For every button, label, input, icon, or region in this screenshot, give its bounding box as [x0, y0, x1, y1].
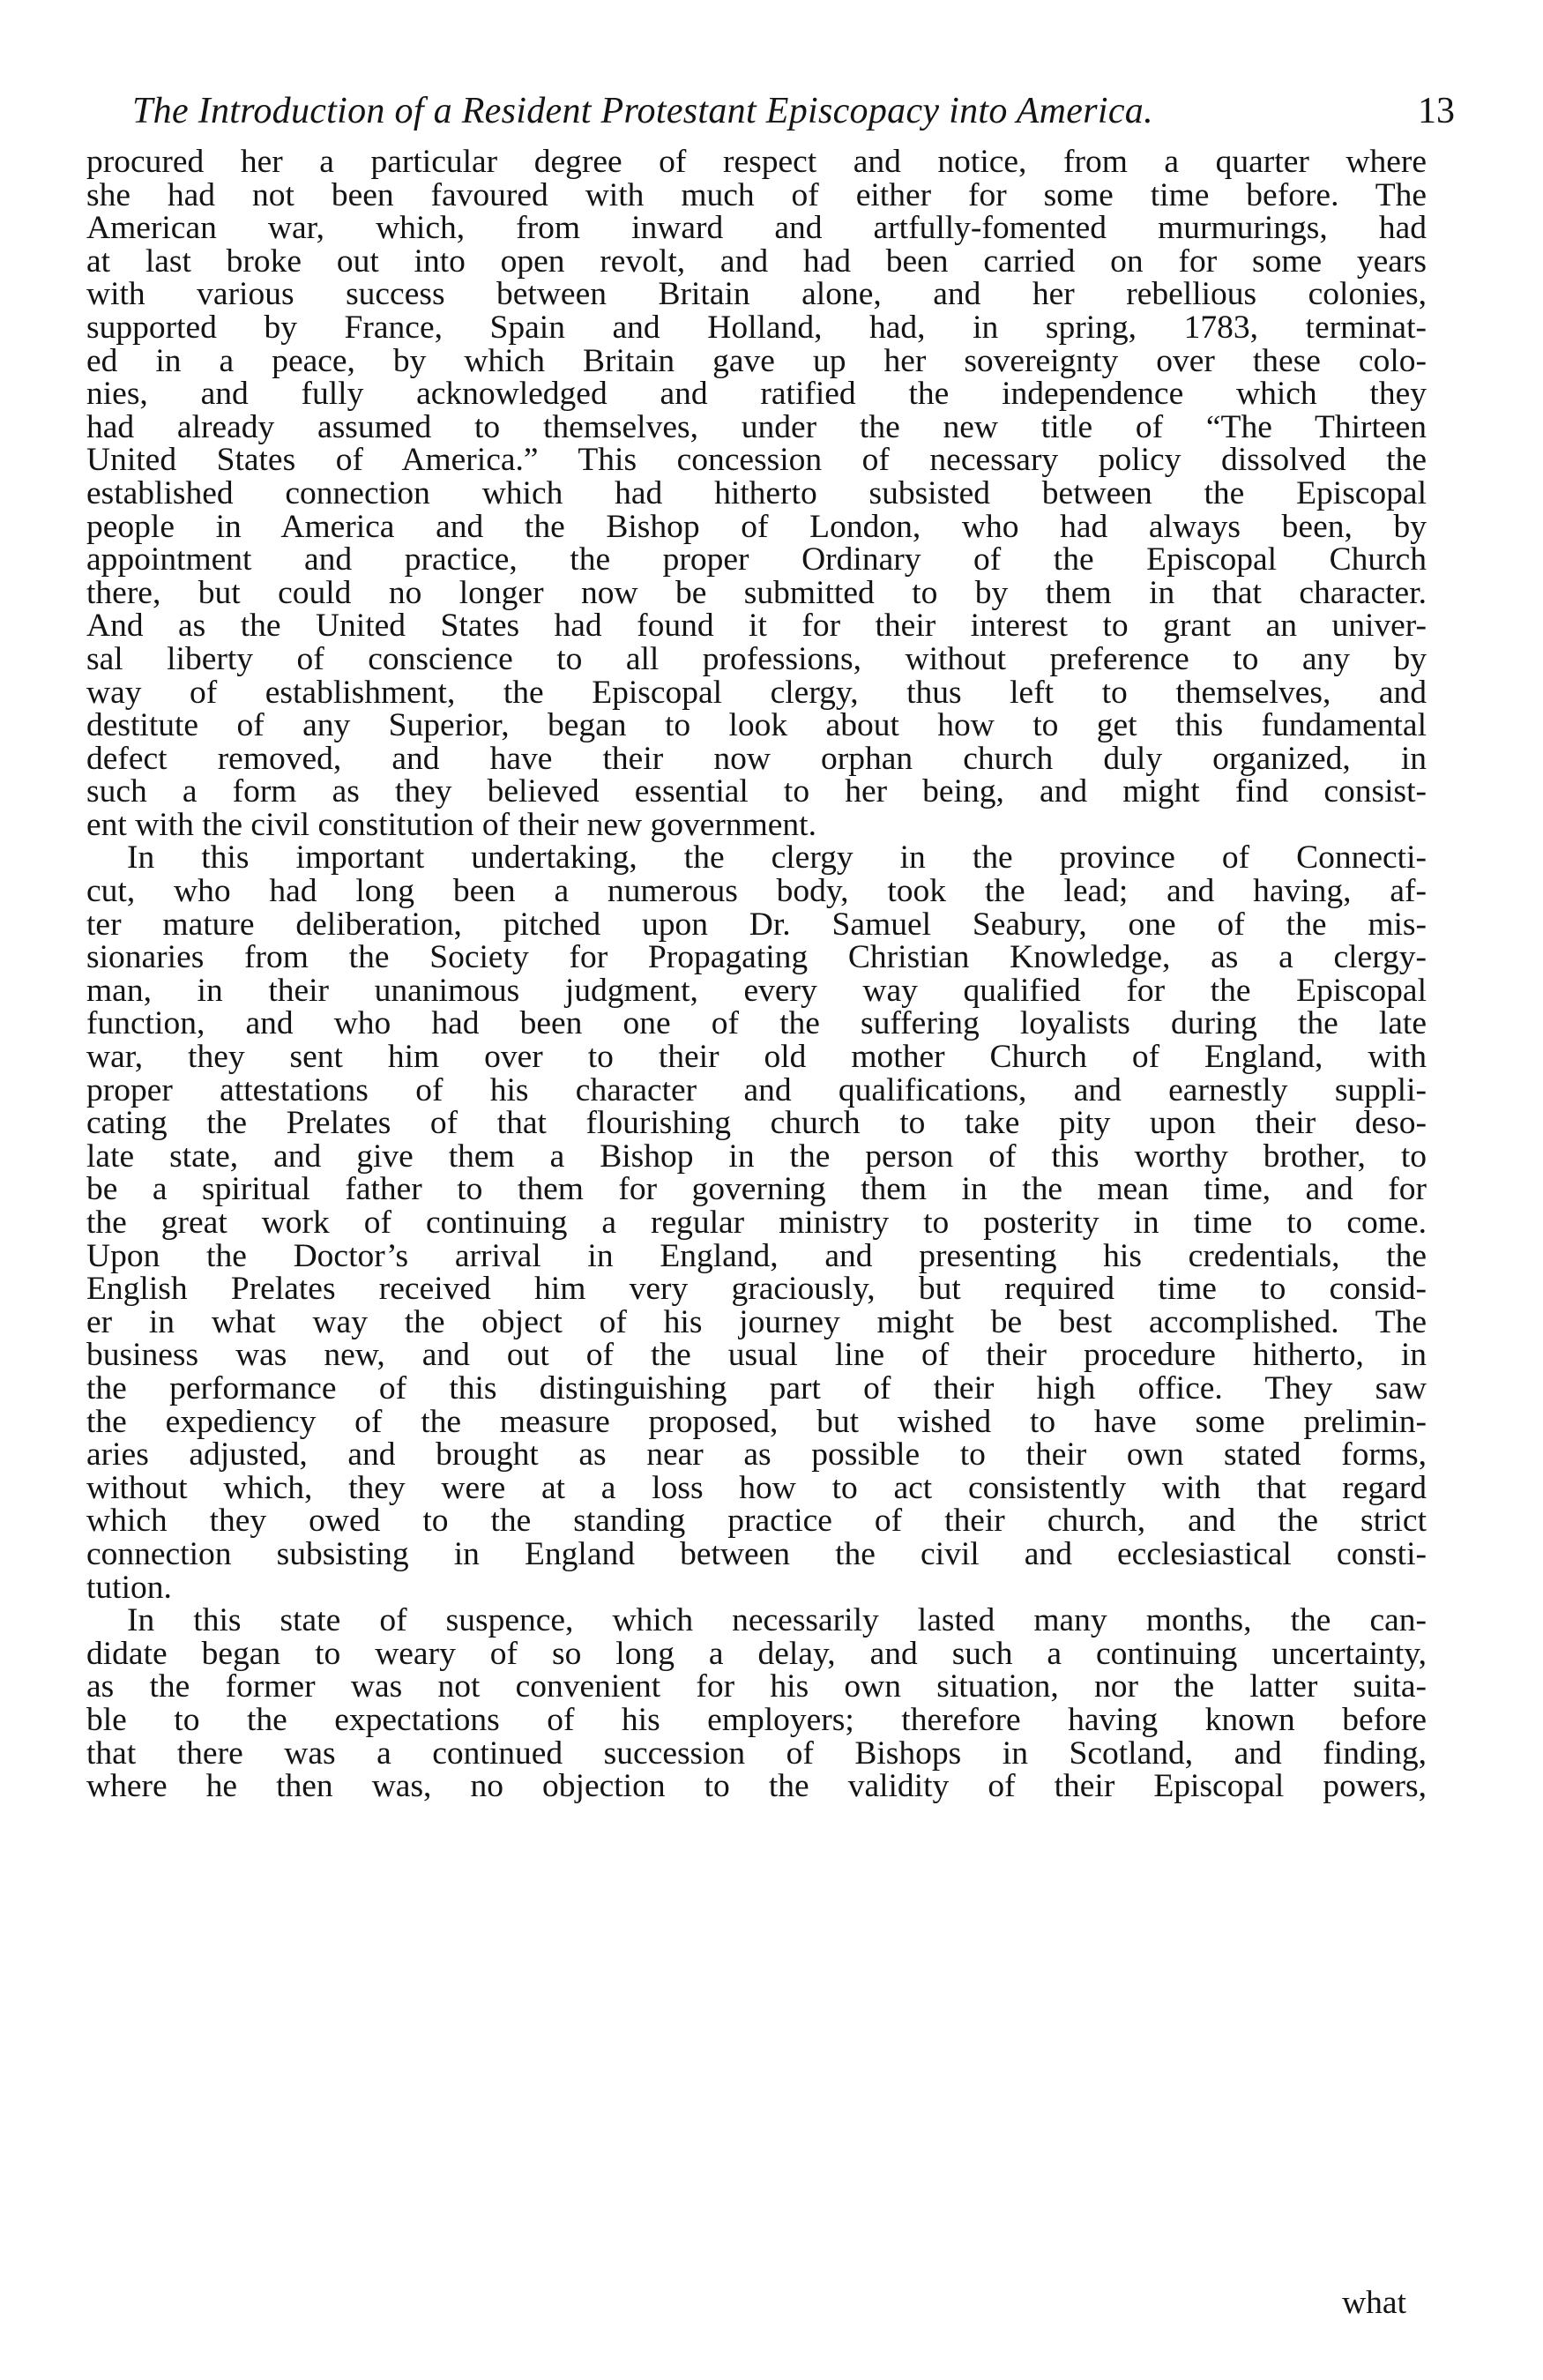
text-line: she had not been favoured with much of either for some time before. The — [86, 176, 1427, 213]
text-line: connection subsisting in England between the civil and ecclesiastical consti- — [86, 1535, 1427, 1572]
text-line: be a spiritual father to them for governing them in the mean time, and for — [86, 1171, 1427, 1208]
text-line: supported by France, Spain and Holland, had, in spring, 1783, terminat- — [86, 309, 1427, 346]
text-line: the expediency of the measure proposed, but wished to have some prelimin- — [86, 1403, 1427, 1440]
text-line: as the former was not convenient for his own situation, nor the latter suita- — [86, 1668, 1427, 1705]
text-line: er in what way the object of his journey might be best accomplished. The — [86, 1303, 1427, 1340]
text-line: man, in their unanimous judgment, every way qualified for the Episcopal — [86, 972, 1427, 1009]
text-line: function, and who had been one of the suffering loyalists during the late — [86, 1005, 1427, 1042]
text-line: cating the Prelates of that flourishing church to take pity upon their deso- — [86, 1105, 1427, 1142]
paragraph-first-line: In this important undertaking, the clergy in the province of Connecti- — [127, 839, 1427, 877]
text-line: cut, who had long been a numerous body, took the lead; and having, af- — [86, 873, 1427, 910]
running-head — [132, 90, 1455, 143]
text-line: United States of America.” This concession of necessary policy dissolved the — [86, 442, 1427, 479]
catchword: what — [1342, 2285, 1406, 2321]
text-line: proper attestations of his character and qualifications, and earnestly suppli- — [86, 1071, 1427, 1108]
text-line: defect removed, and have their now orphan church duly organized, in — [86, 740, 1427, 777]
paragraph-last-line: tution. — [86, 1569, 172, 1606]
page-number: 13 — [1418, 91, 1455, 131]
text-line: way of establishment, the Episcopal clergy, thus left to themselves, and — [86, 674, 1427, 711]
text-line: had already assumed to themselves, under the new title of “The Thirteen — [86, 408, 1427, 445]
text-line: the performance of this distinguishing part of their high office. They saw — [86, 1369, 1427, 1406]
text-line: ble to the expectations of his employers; therefore having known before — [86, 1701, 1427, 1738]
text-line: appointment and practice, the proper Ordinary of the Episcopal Church — [86, 541, 1427, 578]
text-line: established connection which had hitherto subsisted between the Episcopal — [86, 474, 1427, 511]
text-line: late state, and give them a Bishop in the person of this worthy brother, to — [86, 1138, 1427, 1175]
text-line: with various success between Britain alone, and her rebellious colonies, — [86, 276, 1427, 313]
text-line: such a form as they believed essential to her being, and might find consist- — [86, 773, 1427, 810]
paragraph-first-line: In this state of suspence, which necessarily lasted many months, the can- — [127, 1602, 1427, 1639]
paragraph-last-line: ent with the civil constitution of their new government. — [86, 806, 816, 843]
text-line: destitute of any Superior, began to look about how to get this fundamental — [86, 707, 1427, 744]
text-line: didate began to weary of so long a delay, and such a continuing uncertainty, — [86, 1635, 1427, 1672]
text-line: procured her a particular degree of respect and notice, from a quarter where — [86, 144, 1427, 180]
text-line: business was new, and out of the usual line of their procedure hitherto, in — [86, 1337, 1427, 1374]
text-line: which they owed to the standing practice of their church, and the strict — [86, 1503, 1427, 1540]
text-line: there, but could no longer now be submitted to by them in that character. — [86, 574, 1427, 611]
text-line: ter mature deliberation, pitched upon Dr. Samuel Seabury, one of the mis- — [86, 906, 1427, 943]
text-line: the great work of continuing a regular ministry to posterity in time to come. — [86, 1205, 1427, 1241]
text-line: English Prelates received him very graciously, but required time to consid- — [86, 1271, 1427, 1308]
text-line: Upon the Doctor’s arrival in England, and presenting his credentials, the — [86, 1237, 1427, 1274]
text-line: aries adjusted, and brought as near as possible to their own stated forms, — [86, 1436, 1427, 1474]
text-line: And as the United States had found it for their interest to grant an univer- — [86, 608, 1427, 645]
running-head-title: The Introduction of a Resident Protestant Episcopacy into America. — [132, 91, 1153, 131]
body-text — [86, 145, 1427, 1803]
text-line: sal liberty of conscience to all professions, without preference to any by — [86, 640, 1427, 677]
text-line: at last broke out into open revolt, and had been carried on for some years — [86, 242, 1427, 280]
text-line: ed in a peace, by which Britain gave up her sovereignty over these colo- — [86, 342, 1427, 379]
text-line: sionaries from the Society for Propagating Christian Knowledge, as a clergy- — [86, 939, 1427, 976]
text-line: that there was a continued succession of Bishops in Scotland, and finding, — [86, 1735, 1427, 1772]
text-line: people in America and the Bishop of London, who had always been, by — [86, 508, 1427, 545]
text-line: American war, which, from inward and artfully-fomented murmurings, had — [86, 210, 1427, 247]
text-line: war, they sent him over to their old mother Church of England, with — [86, 1039, 1427, 1076]
text-line: nies, and fully acknowledged and ratified the independence which they — [86, 376, 1427, 413]
text-line: without which, they were at a loss how to act consistently with that regard — [86, 1469, 1427, 1506]
text-line: where he then was, no objection to the validity of their Episcopal powers, — [86, 1768, 1427, 1805]
